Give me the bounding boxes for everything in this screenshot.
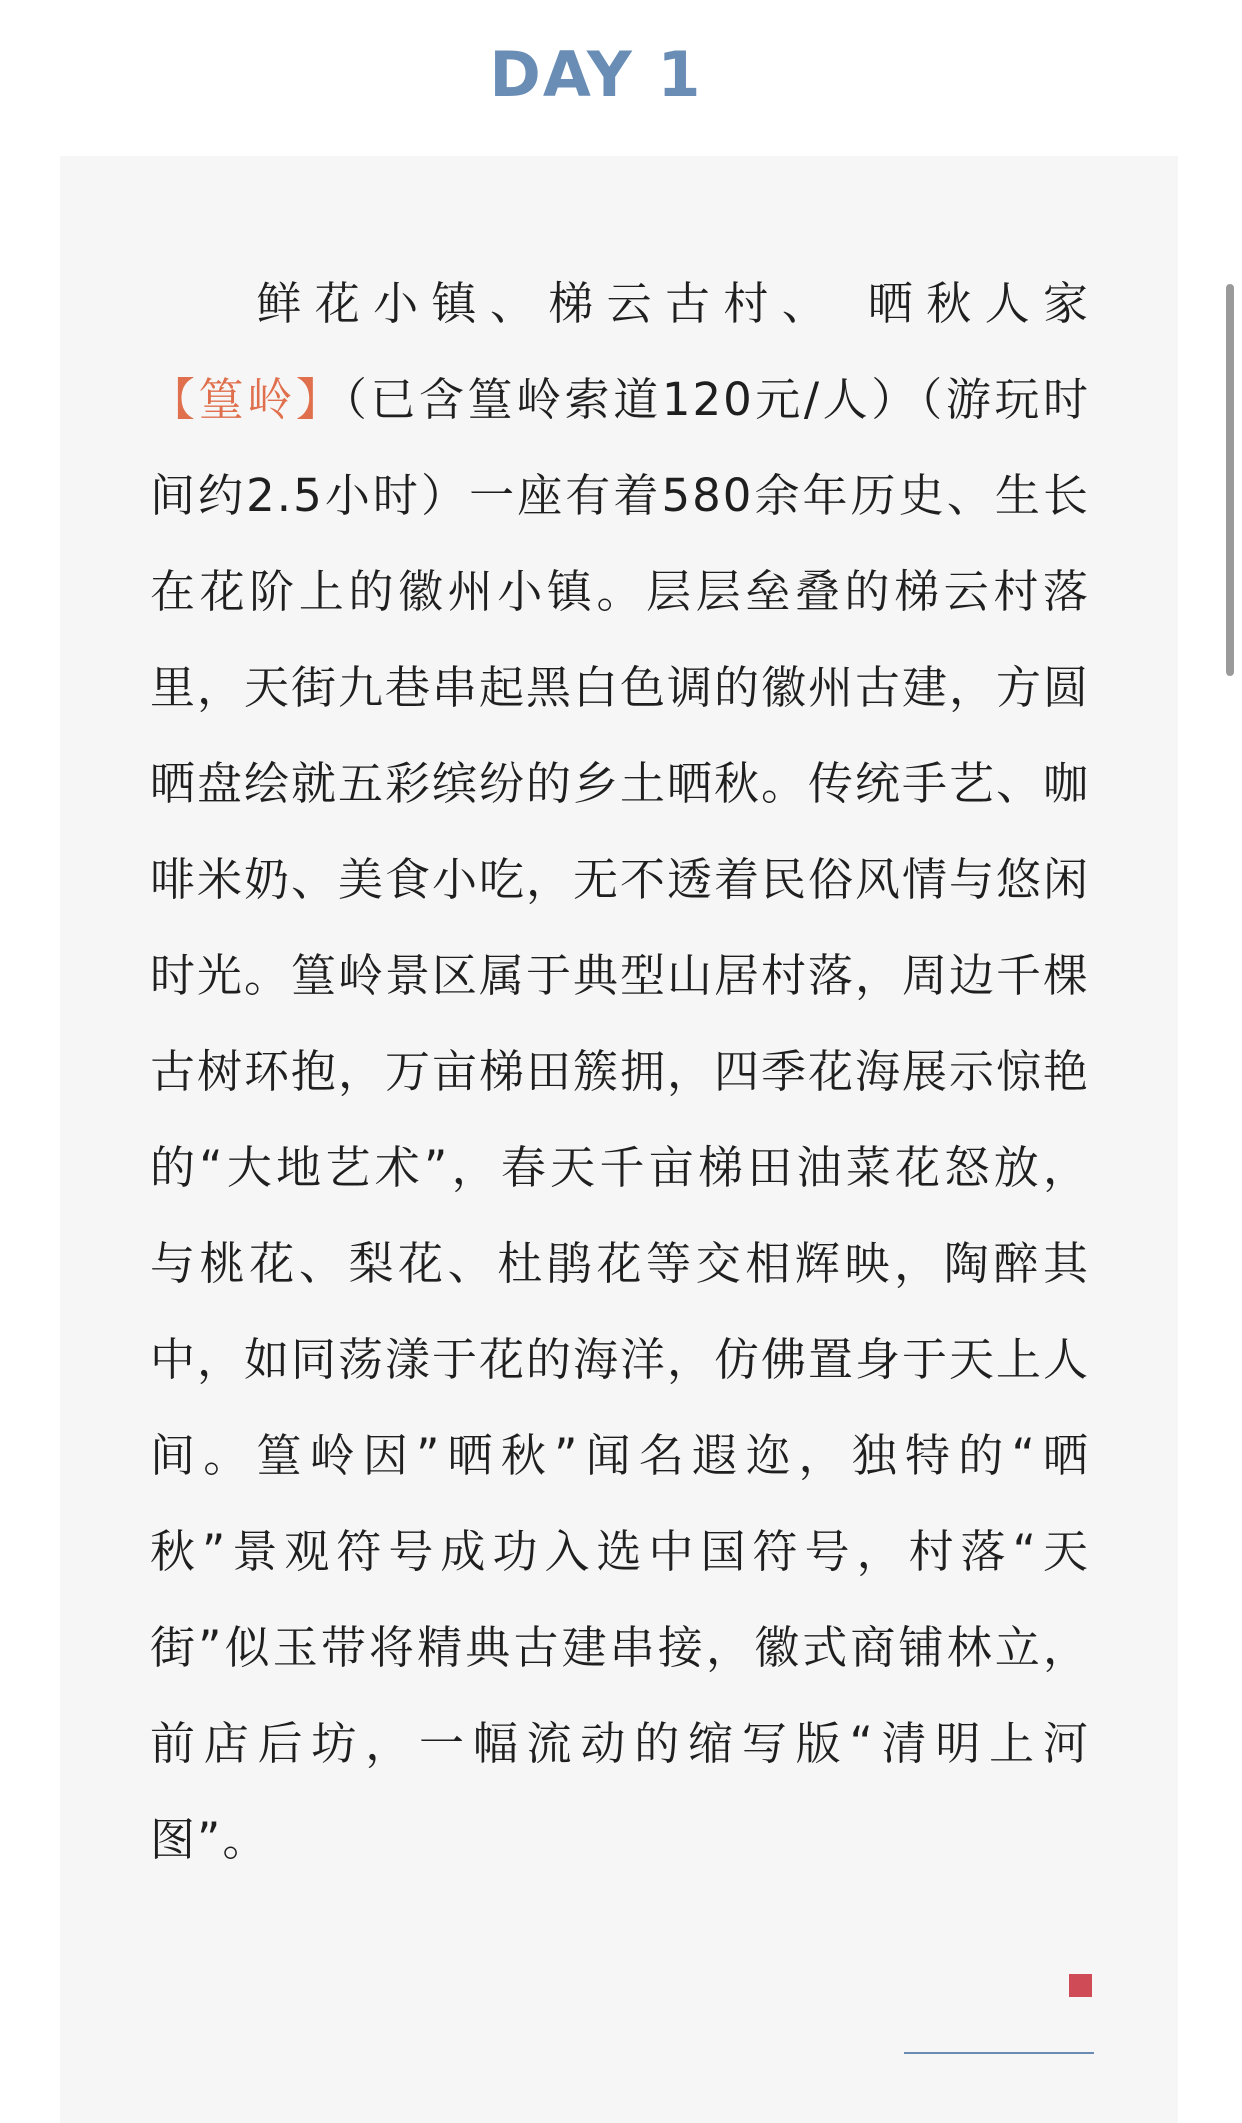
article-card — [60, 156, 1178, 2123]
scrollbar[interactable] — [1226, 284, 1234, 676]
article-paragraph — [150, 256, 1090, 1888]
end-marker-square — [1069, 1974, 1092, 1997]
body-text: （已含篁岭索道120元/人）（游玩时间约2.5小时）一座有着580余年历史、生长在花阶上的徽州小镇。层层垒叠的梯云村落里，天街九巷串起黑白色调的徽州古建，方圆晒盘绘就五彩缤纷的乡土晒秋。传统手艺、咖啡米奶、美食小吃，无不透着民俗风情与悠闲时光。篁岭景区属于典型山居村落，周边千棵古树环抱，万亩梯田簇拥，四季花海展示惊艳的“大地艺术”，春天千亩梯田油菜花怒放，与桃花、梨花、杜鹃花等交相辉映，陶醉其中，如同荡漾于花的海洋，仿佛置身于天上人间。篁岭因”晒秋”闻名遐迩，独特的“晒秋”景观符号成功入选中国符号，村落“天街”似玉带将精典古建串接，徽式商铺林立，前店后坊，一幅流动的缩写版“清明上河图”。 — [150, 373, 1091, 1866]
day-title: DAY 1 — [489, 38, 703, 111]
intro-text: 鲜花小镇、梯云古村、 晒秋人家 — [245, 277, 1090, 330]
section-divider — [904, 2052, 1094, 2054]
location-highlight: 【篁岭】 — [150, 373, 345, 426]
